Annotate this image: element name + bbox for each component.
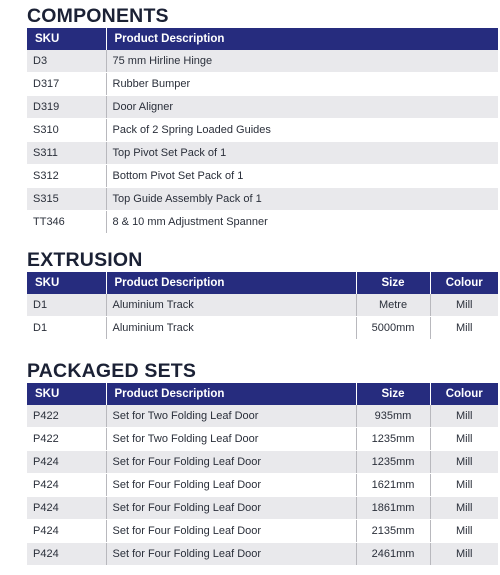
table-row (27, 142, 498, 165)
extrusion-heading: EXTRUSION (27, 249, 143, 271)
sku-cell: P422 (27, 405, 106, 428)
size-header: Size (356, 383, 430, 405)
colour-cell: Mill (430, 474, 498, 497)
description-cell: Door Aligner (106, 96, 498, 119)
size-cell: 1621mm (356, 474, 430, 497)
packaged-sets-heading: PACKAGED SETS (27, 360, 197, 382)
sku-cell: S315 (27, 188, 106, 211)
size-cell: Metre (356, 294, 430, 317)
description-cell: 75 mm Hirline Hinge (106, 50, 498, 73)
table-row (27, 96, 498, 119)
components-heading: COMPONENTS (27, 5, 169, 27)
description-cell: Set for Four Folding Leaf Door (106, 520, 356, 543)
description-cell: Set for Four Folding Leaf Door (106, 474, 356, 497)
sku-header: SKU (27, 383, 106, 405)
colour-cell: Mill (430, 405, 498, 428)
table-row (27, 451, 498, 474)
table-row (27, 474, 498, 497)
table-row (27, 543, 498, 566)
table-row (27, 119, 498, 142)
description-cell: Bottom Pivot Set Pack of 1 (106, 165, 498, 188)
description-cell: 8 & 10 mm Adjustment Spanner (106, 211, 498, 234)
sku-cell: D319 (27, 96, 106, 119)
sku-header: SKU (27, 272, 106, 294)
table-row (27, 50, 498, 73)
table-row (27, 294, 498, 317)
extrusion-table (27, 272, 498, 340)
description-cell: Set for Four Folding Leaf Door (106, 451, 356, 474)
description-cell: Set for Two Folding Leaf Door (106, 428, 356, 451)
packaged-sets-section (27, 359, 498, 566)
size-cell: 1235mm (356, 451, 430, 474)
colour-cell: Mill (430, 497, 498, 520)
colour-header: Colour (430, 383, 498, 405)
description-cell: Top Guide Assembly Pack of 1 (106, 188, 498, 211)
size-cell: 1235mm (356, 428, 430, 451)
components-table (27, 28, 498, 234)
description-header: Product Description (106, 272, 356, 294)
sku-cell: S310 (27, 119, 106, 142)
description-cell: Set for Four Folding Leaf Door (106, 543, 356, 566)
colour-cell: Mill (430, 317, 498, 340)
colour-header: Colour (430, 272, 498, 294)
colour-cell: Mill (430, 294, 498, 317)
colour-cell: Mill (430, 451, 498, 474)
sku-cell: D317 (27, 73, 106, 96)
table-row (27, 520, 498, 543)
sku-cell: D1 (27, 294, 106, 317)
description-cell: Rubber Bumper (106, 73, 498, 96)
sku-cell: P424 (27, 451, 106, 474)
packaged-sets-table (27, 383, 498, 566)
sku-cell: S312 (27, 165, 106, 188)
description-cell: Aluminium Track (106, 294, 356, 317)
extrusion-section (27, 248, 498, 340)
table-row (27, 405, 498, 428)
table-row (27, 73, 498, 96)
table-header-row (27, 383, 498, 405)
sku-cell: P424 (27, 497, 106, 520)
size-cell: 2135mm (356, 520, 430, 543)
components-section (27, 4, 498, 234)
table-row (27, 497, 498, 520)
description-cell: Pack of 2 Spring Loaded Guides (106, 119, 498, 142)
colour-cell: Mill (430, 428, 498, 451)
table-row (27, 188, 498, 211)
sku-cell: P424 (27, 474, 106, 497)
table-header-row (27, 28, 498, 50)
sku-cell: D3 (27, 50, 106, 73)
table-row (27, 165, 498, 188)
table-row (27, 428, 498, 451)
table-row (27, 211, 498, 234)
table-header-row (27, 272, 498, 294)
size-cell: 1861mm (356, 497, 430, 520)
colour-cell: Mill (430, 520, 498, 543)
sku-cell: TT346 (27, 211, 106, 234)
sku-cell: P424 (27, 543, 106, 566)
table-row (27, 317, 498, 340)
size-header: Size (356, 272, 430, 294)
description-header: Product Description (106, 28, 498, 50)
description-cell: Top Pivot Set Pack of 1 (106, 142, 498, 165)
sku-cell: D1 (27, 317, 106, 340)
sku-cell: P422 (27, 428, 106, 451)
sku-cell: P424 (27, 520, 106, 543)
size-cell: 5000mm (356, 317, 430, 340)
description-cell: Set for Two Folding Leaf Door (106, 405, 356, 428)
size-cell: 935mm (356, 405, 430, 428)
description-header: Product Description (106, 383, 356, 405)
description-cell: Aluminium Track (106, 317, 356, 340)
colour-cell: Mill (430, 543, 498, 566)
sku-header: SKU (27, 28, 106, 50)
sku-cell: S311 (27, 142, 106, 165)
description-cell: Set for Four Folding Leaf Door (106, 497, 356, 520)
size-cell: 2461mm (356, 543, 430, 566)
